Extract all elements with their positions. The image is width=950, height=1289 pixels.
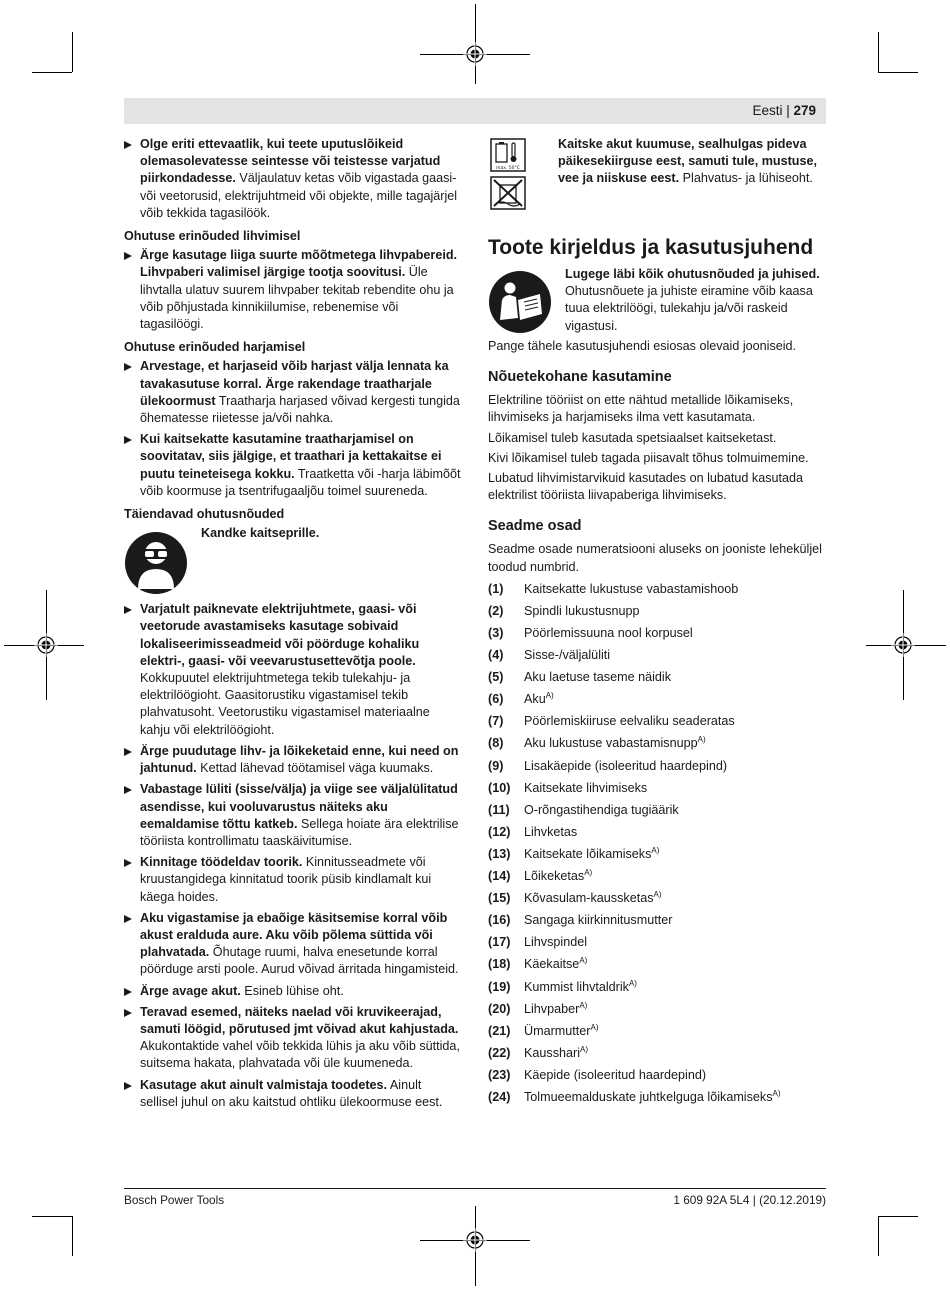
warning-text: Sellega hoiate ära elektrilise tööriista kontrollimatu taaskäivitumise. xyxy=(140,816,459,848)
component-label: O-rõngastihendiga tugiäärik xyxy=(524,802,679,817)
bullet-triangle-icon xyxy=(124,915,132,923)
bullet-triangle-icon xyxy=(124,606,132,614)
warning-text: Traatharja harjased võivad kergesti tungida õhematesse riietesse ja/või nahka. xyxy=(140,393,460,426)
heat-icon-label: max. 50°C xyxy=(496,166,520,171)
footnote-marker: A) xyxy=(590,1022,599,1032)
warning-bold: Kasutage akut ainult valmistaja toodetes. xyxy=(140,1077,388,1092)
warning-bold: Olge eriti ettevaatlik, kui teete uputuslõikeid olemasolevatesse seintesse või teistesse varjatud piirkondadesse. xyxy=(140,137,441,186)
registration-mark-icon xyxy=(34,633,58,657)
intended-use-paragraph: Kivi lõikamisel tuleb tagada piisavalt tõhus tolmuimemine. xyxy=(488,450,809,465)
components-list-item xyxy=(488,625,828,647)
component-label: Kausshari$^{A)}$ xyxy=(524,1044,589,1060)
components-list-item xyxy=(488,669,828,691)
crop-mark xyxy=(32,1216,72,1217)
warning-bold: Varjatult paiknevate elektrijuhtmete, gaasi- või veetorude avastamiseks kasutage sobivaid lokaliseerimisseadmeid või pöörduge kohaliku elektri-, gaasi- või veevarustusettevõtja poole. xyxy=(140,602,420,668)
component-number: (14) xyxy=(488,869,511,884)
warning-bold: Teravad esemed, näiteks naelad või kruvikeerajad, samuti löögid, põrutused jmt võivad akut kahjustada. xyxy=(140,1004,459,1036)
warning-bold: Kui kaitsekatte kasutamine traatharjamisel on soovitatav, siis jälgige, et traathari ja kettakaitse ei puutu teineteisega kokku. xyxy=(140,432,442,481)
heat-warning-text: Plahvatus- ja lühiseoht. xyxy=(679,171,813,186)
component-label: Lihvspindel xyxy=(524,935,588,950)
component-label: Ümarmutter$^{A)}$ xyxy=(524,1022,599,1038)
component-label: Pöörlemissuuna nool korpusel xyxy=(524,626,693,641)
section-heading: Ohutuse erinõuded harjamisel xyxy=(124,340,306,355)
registration-mark-icon xyxy=(463,42,487,66)
components-list-item xyxy=(488,1089,828,1111)
section-title: Toote kirjeldus ja kasutusjuhend xyxy=(488,236,814,259)
component-number: (15) xyxy=(488,891,511,906)
list-item xyxy=(124,1004,462,1073)
intended-use-paragraph: Lõikamisel tuleb kasutada spetsiaalset kaitseketast. xyxy=(488,430,777,445)
registration-mark-icon xyxy=(463,1228,487,1252)
list-item xyxy=(124,136,462,222)
warning-text: Üle lihvtalla ulatuv suurem lihvpaber tekitab rebendite ohu ja võib põhjustada kinnikiilumise, rebenemise või tagasilöögi. xyxy=(140,265,454,332)
page-header xyxy=(124,98,826,124)
intended-use-paragraph: Lubatud lihvimistarvikuid kasutades on lubatud kasutada elektrilist tööriista liivapaberiga lihvimiseks. xyxy=(488,471,804,503)
component-number: (4) xyxy=(488,648,504,663)
warning-text: Õhutage ruumi, halva enesetunde korral pöörduge arsti poole. Aurud võivad ärritada hingamisteid. xyxy=(140,945,459,977)
read-manual-notice xyxy=(488,266,828,338)
component-number: (17) xyxy=(488,935,511,950)
component-number: (18) xyxy=(488,957,511,972)
warning-bold: Ärge puudutage lihv- ja lõikeketaid enne, kui need on jahtunud. xyxy=(140,743,459,776)
list-item xyxy=(124,1077,462,1111)
components-list xyxy=(488,581,828,1111)
components-list-item xyxy=(488,735,828,757)
components-list-item xyxy=(488,691,828,713)
component-number: (1) xyxy=(488,581,504,596)
registration-mark-icon xyxy=(891,633,915,657)
warning-bold: Arvestage, et harjaseid võib harjast välja lennata ka tavakasutuse korral. Ärge rakendage traatharjale ülekoormust xyxy=(140,359,449,408)
component-number: (22) xyxy=(488,1045,511,1060)
crop-mark xyxy=(72,32,73,72)
component-number: (7) xyxy=(488,714,504,729)
read-manual-text xyxy=(565,266,827,335)
battery-temperature-icon xyxy=(490,138,526,172)
bullet-triangle-icon xyxy=(124,786,132,794)
components-list-item xyxy=(488,868,828,890)
bullet-triangle-icon xyxy=(124,436,132,444)
bullet-triangle-icon xyxy=(124,1009,132,1017)
footnote-marker: A) xyxy=(579,1000,588,1010)
warning-text: Kinnitusseadmete või kruustangidega kinnitatud toorik püsib kindlamalt kui käega hoides. xyxy=(140,855,432,904)
component-number: (5) xyxy=(488,670,504,685)
footnote-marker: A) xyxy=(584,867,593,877)
warning-text: Kettad lähevad töötamisel väga kuumaks. xyxy=(196,761,434,776)
warning-text: Kokkupuutel elektrijuhtmetega tekib tulekahju- ja elektrilöögioht. Gaasitorustiku vigastamisel tekib plahvatusoht. Veetorustiku vigastamisel materiaalne kahju või elektrilöögioht. xyxy=(140,671,430,737)
bullet-triangle-icon xyxy=(124,1082,132,1090)
bullet-triangle-icon xyxy=(124,859,132,867)
list-item xyxy=(124,247,462,333)
bullet-triangle-icon xyxy=(124,141,132,149)
component-number: (2) xyxy=(488,603,504,618)
components-list-item xyxy=(488,824,828,846)
read-manual-bold: Lugege läbi kõik ohutusnõuded ja juhised. xyxy=(565,267,820,281)
components-heading: Seadme osad xyxy=(488,518,582,535)
component-label: Aku lukustuse vabastamisnupp$^{A)}$ xyxy=(524,735,706,751)
figure-note: Pange tähele kasutusjuhendi esiosas olevaid jooniseid. xyxy=(488,339,797,353)
list-item xyxy=(124,358,462,427)
component-label: Käekaitse$^{A)}$ xyxy=(524,956,588,972)
components-list-item xyxy=(488,802,828,824)
footnote-marker: A) xyxy=(628,978,637,988)
component-label: Spindli lukustusnupp xyxy=(524,603,640,618)
footer-brand: Bosch Power Tools xyxy=(124,1193,225,1207)
section-heading: Täiendavad ohutusnõuded xyxy=(124,507,285,522)
footnote-marker: A) xyxy=(772,1088,781,1098)
components-list-item xyxy=(488,1045,828,1067)
section-heading: Ohutuse erinõuded lihvimisel xyxy=(124,229,301,244)
components-list-item xyxy=(488,603,828,625)
list-item xyxy=(124,743,462,777)
warning-bold: Kinnitage töödeldav toorik. xyxy=(140,855,303,870)
crop-mark xyxy=(878,32,879,72)
read-manual-icon xyxy=(488,270,552,334)
component-label: Lihvketas xyxy=(524,824,578,839)
components-list-item xyxy=(488,956,828,978)
components-list-item xyxy=(488,846,828,868)
footer-rule xyxy=(124,1188,826,1189)
components-list-item xyxy=(488,890,828,912)
components-list-item xyxy=(488,713,828,735)
heat-warning xyxy=(558,136,828,188)
component-label: Aku$^{A)}$ xyxy=(524,691,554,707)
list-item xyxy=(124,431,462,500)
component-number: (20) xyxy=(488,1001,511,1016)
list-item xyxy=(124,983,462,1000)
component-number: (6) xyxy=(488,692,504,707)
goggles-text: Kandke kaitseprille. xyxy=(201,526,320,541)
header-text: Eesti | 279 xyxy=(752,103,816,118)
intended-use-paragraph: Elektriline tööriist on ette nähtud metallide lõikamiseks, lihvimiseks ja harjamiseks ilma vett kasutamata. xyxy=(488,393,794,425)
list-item xyxy=(124,781,462,850)
component-label: Käepide (isoleeritud haardepind) xyxy=(524,1067,707,1082)
components-list-item xyxy=(488,758,828,780)
left-column xyxy=(124,136,462,1115)
components-list-item xyxy=(488,979,828,1001)
component-number: (3) xyxy=(488,626,504,641)
component-number: (12) xyxy=(488,824,511,839)
component-number: (19) xyxy=(488,979,511,994)
warning-text: Esineb lühise oht. xyxy=(240,983,344,998)
component-label: Sisse-/väljalüliti xyxy=(524,648,611,663)
component-label: Lihvpaber$^{A)}$ xyxy=(524,1000,588,1016)
footnote-marker: A) xyxy=(545,691,554,701)
warning-bold: Ärge avage akut. xyxy=(140,983,241,998)
component-label: Kõvasulam-kaussketas$^{A)}$ xyxy=(524,889,662,906)
read-manual-body: Ohutusnõuete ja juhiste eiramine võib kaasa tuua elektrilöögi, tulekahju ja/või raskeid vigastusi. xyxy=(565,284,813,333)
footnote-marker: A) xyxy=(697,735,706,745)
intended-use-heading: Nõuetekohane kasutamine xyxy=(488,369,672,386)
component-label: Kummist lihvtaldrik$^{A)}$ xyxy=(524,978,637,994)
components-list-item xyxy=(488,1023,828,1045)
component-number: (23) xyxy=(488,1067,511,1082)
components-list-item xyxy=(488,912,828,934)
components-list-item xyxy=(488,1001,828,1023)
components-list-item xyxy=(488,780,828,802)
crop-mark xyxy=(878,1216,879,1256)
warning-text: Ainult sellisel juhul on aku kaitstud ohtliku ülekoormuse eest. xyxy=(140,1077,443,1109)
crop-mark xyxy=(878,72,918,73)
component-label: Pöörlemiskiiruse eelvaliku seaderatas xyxy=(524,714,735,729)
list-item xyxy=(124,910,462,979)
list-item xyxy=(124,854,462,906)
bullet-triangle-icon xyxy=(124,748,132,756)
warning-text: Väljaulatuv ketas võib vigastada gaasi- või veetorusid, elektrijuhtmeid või objekte, mille tagajärjel võib tekkida tagasilöök. xyxy=(140,171,458,220)
bullet-triangle-icon xyxy=(124,363,132,371)
components-list-item xyxy=(488,581,828,603)
component-label: Lõikeketas$^{A)}$ xyxy=(524,867,593,884)
component-number: (8) xyxy=(488,736,504,751)
header-language: Eesti xyxy=(752,103,783,118)
component-number: (11) xyxy=(488,802,510,817)
footnote-marker: A) xyxy=(579,956,588,966)
heat-warning-bold: Kaitske akut kuumuse, sealhulgas pideva päikesekiirguse eest, samuti tule, mustuse, vee ja niiskuse eest. xyxy=(558,137,817,186)
components-list-item xyxy=(488,1067,828,1089)
warning-bold: Ärge kasutage liiga suurte mõõtmetega lihvpabereid. Lihvpaberi valimisel järgige tootja soovitusi. xyxy=(140,248,458,280)
footnote-marker: A) xyxy=(653,889,662,899)
component-number: (21) xyxy=(488,1023,511,1038)
warning-text: Akukontaktide vahel võib tekkida lühis ja aku võib süttida, suitsema hakata, plahvatada või üle kuumeneda. xyxy=(140,1039,460,1071)
warning-bold: Vabastage lüliti (sisse/välja) ja viige see väljalülitatud asendisse, kui vooluvarustus näiteks aku eemaldamise tõttu katkeb. xyxy=(140,782,458,831)
component-label: Kaitsekatte lukustuse vabastamishoob xyxy=(524,581,739,596)
warning-text: Traatketta või -harja läbimõõt võib koormuse ja tsentrifugaaljõu toimel suureneda. xyxy=(140,466,461,498)
component-label: Aku laetuse taseme näidik xyxy=(524,670,672,685)
footnote-marker: A) xyxy=(651,845,660,855)
safety-goggles-icon xyxy=(124,531,188,595)
crop-mark xyxy=(72,1216,73,1256)
list-item xyxy=(124,601,462,739)
components-list-item xyxy=(488,934,828,956)
component-label: Lisakäepide (isoleeritud haardepind) xyxy=(524,758,728,773)
crop-mark xyxy=(878,1216,918,1217)
component-number: (10) xyxy=(488,780,511,795)
bullet-triangle-icon xyxy=(124,252,132,260)
crop-mark xyxy=(32,72,72,73)
right-column xyxy=(488,136,828,1111)
footnote-marker: A) xyxy=(580,1044,589,1054)
footer-docref: 1 609 92A 5L4 | (20.12.2019) xyxy=(673,1193,826,1207)
component-number: (9) xyxy=(488,758,504,773)
component-number: (16) xyxy=(488,913,511,928)
component-label: Kaitsekate lõikamiseks$^{A)}$ xyxy=(524,845,660,861)
component-label: Kaitsekate lihvimiseks xyxy=(524,780,648,795)
component-number: (13) xyxy=(488,846,511,861)
warning-bold: Aku vigastamise ja ebaõige käsitsemise korral võib akust eralduda aure. Aku võib põlema süttida või plahvatada. xyxy=(140,910,448,960)
battery-no-water-icon xyxy=(490,176,526,210)
components-list-item xyxy=(488,647,828,669)
page-number: 279 xyxy=(793,103,816,118)
goggles-notice xyxy=(124,525,462,595)
battery-heat-notice xyxy=(488,136,828,214)
bullet-triangle-icon xyxy=(124,988,132,996)
component-label: Sangaga kiirkinnitusmutter xyxy=(524,913,673,928)
components-intro: Seadme osade numeratsiooni aluseks on jooniste leheküljel toodud numbrid. xyxy=(488,542,822,574)
component-label: Tolmueemalduskate juhtkelguga lõikamiseks$^{A)}$ xyxy=(524,1088,781,1104)
component-number: (24) xyxy=(488,1089,511,1104)
